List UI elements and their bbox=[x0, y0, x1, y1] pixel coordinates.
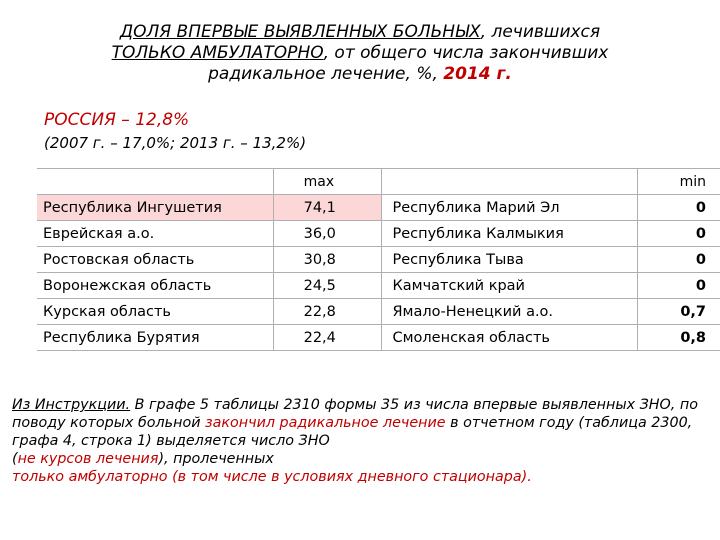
table-row bbox=[37, 195, 720, 221]
max-region: Воронежская область bbox=[37, 273, 273, 299]
table-row bbox=[37, 247, 720, 273]
note-red-2: не курсов лечения bbox=[17, 451, 159, 467]
slide-title bbox=[40, 22, 680, 85]
max-value: 22,4 bbox=[273, 325, 382, 351]
min-value: 0 bbox=[637, 221, 720, 247]
title-part-4: , от общего числа закончивших bbox=[323, 43, 609, 63]
min-region: Республика Марий Эл bbox=[382, 195, 637, 221]
instruction-note bbox=[12, 396, 702, 486]
regions-table bbox=[37, 168, 720, 351]
note-red-1: закончил радикальное лечение bbox=[205, 415, 446, 431]
note-paren: ( bbox=[12, 451, 18, 467]
max-region: Республика Ингушетия bbox=[37, 195, 273, 221]
min-region: Смоленская область bbox=[382, 325, 637, 351]
header-empty-1 bbox=[37, 169, 273, 195]
max-region: Республика Бурятия bbox=[37, 325, 273, 351]
max-value: 36,0 bbox=[273, 221, 382, 247]
previous-years: (2007 г. – 17,0%; 2013 г. – 13,2%) bbox=[44, 134, 307, 152]
note-text-3: ), пролеченных bbox=[158, 451, 274, 467]
title-year: 2014 г. bbox=[443, 64, 512, 84]
min-region: Республика Калмыкия bbox=[382, 221, 637, 247]
table-row bbox=[37, 221, 720, 247]
table-header bbox=[37, 169, 720, 195]
max-value: 22,8 bbox=[273, 299, 382, 325]
max-value: 24,5 bbox=[273, 273, 382, 299]
header-min: min bbox=[637, 169, 720, 195]
min-value: 0 bbox=[637, 195, 720, 221]
note-lead: Из Инструкции. bbox=[12, 397, 131, 413]
max-region: Еврейская а.о. bbox=[37, 221, 273, 247]
max-value: 30,8 bbox=[273, 247, 382, 273]
min-value: 0 bbox=[637, 247, 720, 273]
min-region: Республика Тыва bbox=[382, 247, 637, 273]
title-part-3: ТОЛЬКО АМБУЛАТОРНО bbox=[111, 43, 324, 63]
table-row bbox=[37, 325, 720, 351]
header-empty-2 bbox=[382, 169, 637, 195]
table-row bbox=[37, 273, 720, 299]
russia-value: РОССИЯ – 12,8% bbox=[44, 110, 190, 130]
header-max: max bbox=[273, 169, 382, 195]
max-region: Курская область bbox=[37, 299, 273, 325]
table-row bbox=[37, 299, 720, 325]
note-red-3: только амбулаторно (в том числе в условиях дневного стационара). bbox=[12, 469, 532, 485]
note-text-1: В графе 5 таблицы 2310 формы 35 из числа впервые выявленных ЗНО, по поводу которых больной bbox=[12, 397, 698, 431]
min-region: Ямало-Ненецкий а.о. bbox=[382, 299, 637, 325]
min-region: Камчатский край bbox=[382, 273, 637, 299]
max-region: Ростовская область bbox=[37, 247, 273, 273]
max-value: 74,1 bbox=[273, 195, 382, 221]
min-value: 0 bbox=[637, 273, 720, 299]
title-part-2: , лечившихся bbox=[480, 22, 601, 42]
note-text-2: в отчетном году (таблица 2300, графа 4, строка 1) выделяется число ЗНО bbox=[12, 415, 693, 449]
title-part-1: ДОЛЯ ВПЕРВЫЕ ВЫЯВЛЕННЫХ БОЛЬНЫХ bbox=[119, 22, 481, 42]
title-part-5: радикальное лечение, %, bbox=[208, 64, 438, 84]
min-value: 0,8 bbox=[637, 325, 720, 351]
min-value: 0,7 bbox=[637, 299, 720, 325]
